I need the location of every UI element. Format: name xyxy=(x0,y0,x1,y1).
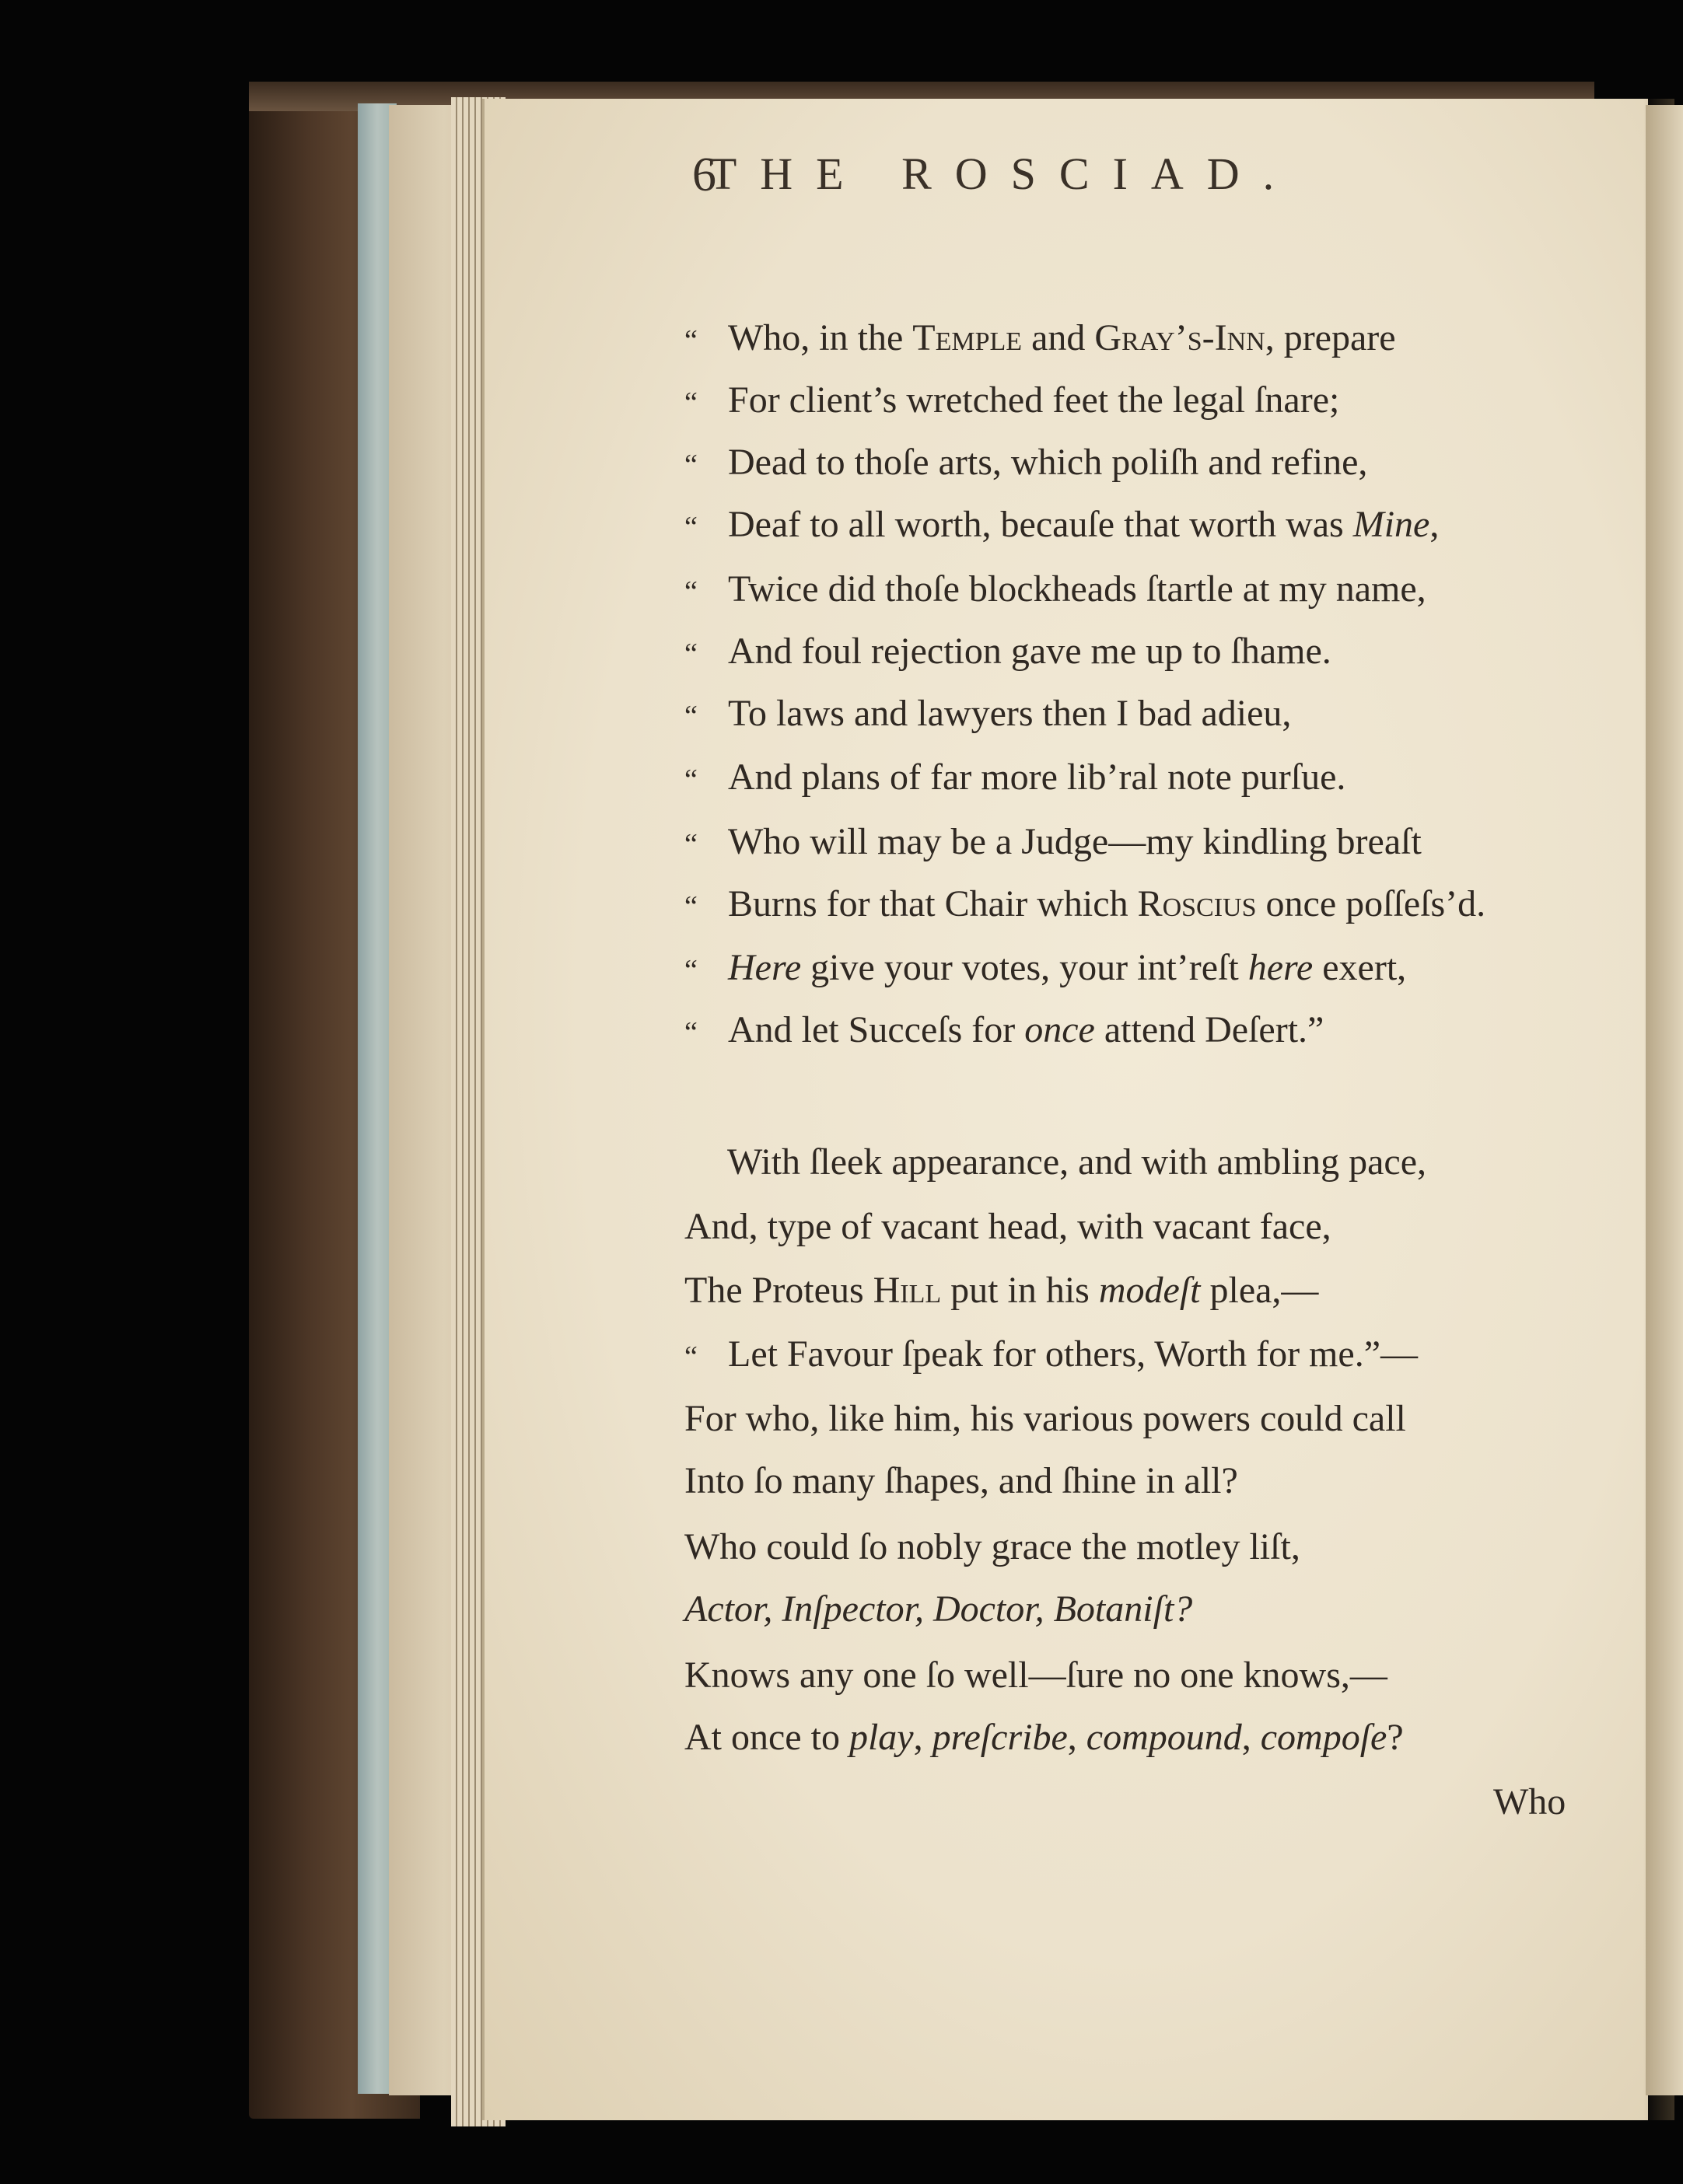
page-header xyxy=(436,148,1571,210)
verse-line: “ For client’s wretched feet the legal ſnare; xyxy=(684,379,1340,421)
verse-line: “ Who, in the Temple and Gray’s-Inn, prepare xyxy=(684,317,1396,358)
verse-line: “ Dead to thoſe arts, which poliſh and refine, xyxy=(684,442,1368,483)
verse-line: Into ſo many ſhapes, and ſhine in all? xyxy=(684,1460,1238,1501)
verse-line: The Proteus Hill put in his modeſt plea,— xyxy=(684,1270,1319,1311)
verse-line: “ And let Succeſs for once attend Deſert.” xyxy=(684,1009,1324,1050)
verse-line: “ To laws and lawyers then I bad adieu, xyxy=(684,693,1292,734)
verse-line: Who could ſo nobly grace the motley liſt, xyxy=(684,1526,1300,1567)
running-title: THE ROSCIAD. xyxy=(709,149,1298,199)
verse-line: With ſleek appearance, and with ambling pace, xyxy=(727,1141,1427,1183)
verse-line: “ Deaf to all worth, becauſe that worth was Mine, xyxy=(684,504,1440,545)
verse-line: “ And foul rejection gave me up to ſhame. xyxy=(684,631,1331,672)
verse-line: At once to play, preſcribe, compound, compoſe? xyxy=(684,1717,1404,1758)
verse-line: “ Twice did thoſe blockheads ſtartle at my name, xyxy=(684,568,1426,610)
catchword: Who xyxy=(1493,1781,1566,1822)
verse-line: And, type of vacant head, with vacant face, xyxy=(684,1206,1331,1247)
facing-page-edge xyxy=(1646,105,1683,2095)
verse-line: Actor, Inſpector, Doctor, Botaniſt? xyxy=(684,1588,1193,1630)
page-number: 6 xyxy=(692,149,716,201)
verse-line: “ Who will may be a Judge—my kindling breaſt xyxy=(684,821,1422,862)
verse-line: For who, like him, his various powers could call xyxy=(684,1398,1406,1439)
verse-line: “ Burns for that Chair which Roscius once poſſeſs’d. xyxy=(684,883,1486,924)
verse-line: Knows any one ſo well—ſure no one knows,— xyxy=(684,1655,1387,1696)
verse-line: “ Let Favour ſpeak for others, Worth for me.”— xyxy=(684,1333,1418,1375)
verse-line: “ And plans of far more lib’ral note purſue. xyxy=(684,757,1346,798)
verse-line: “ Here give your votes, your int’reſt here exert, xyxy=(684,947,1407,988)
